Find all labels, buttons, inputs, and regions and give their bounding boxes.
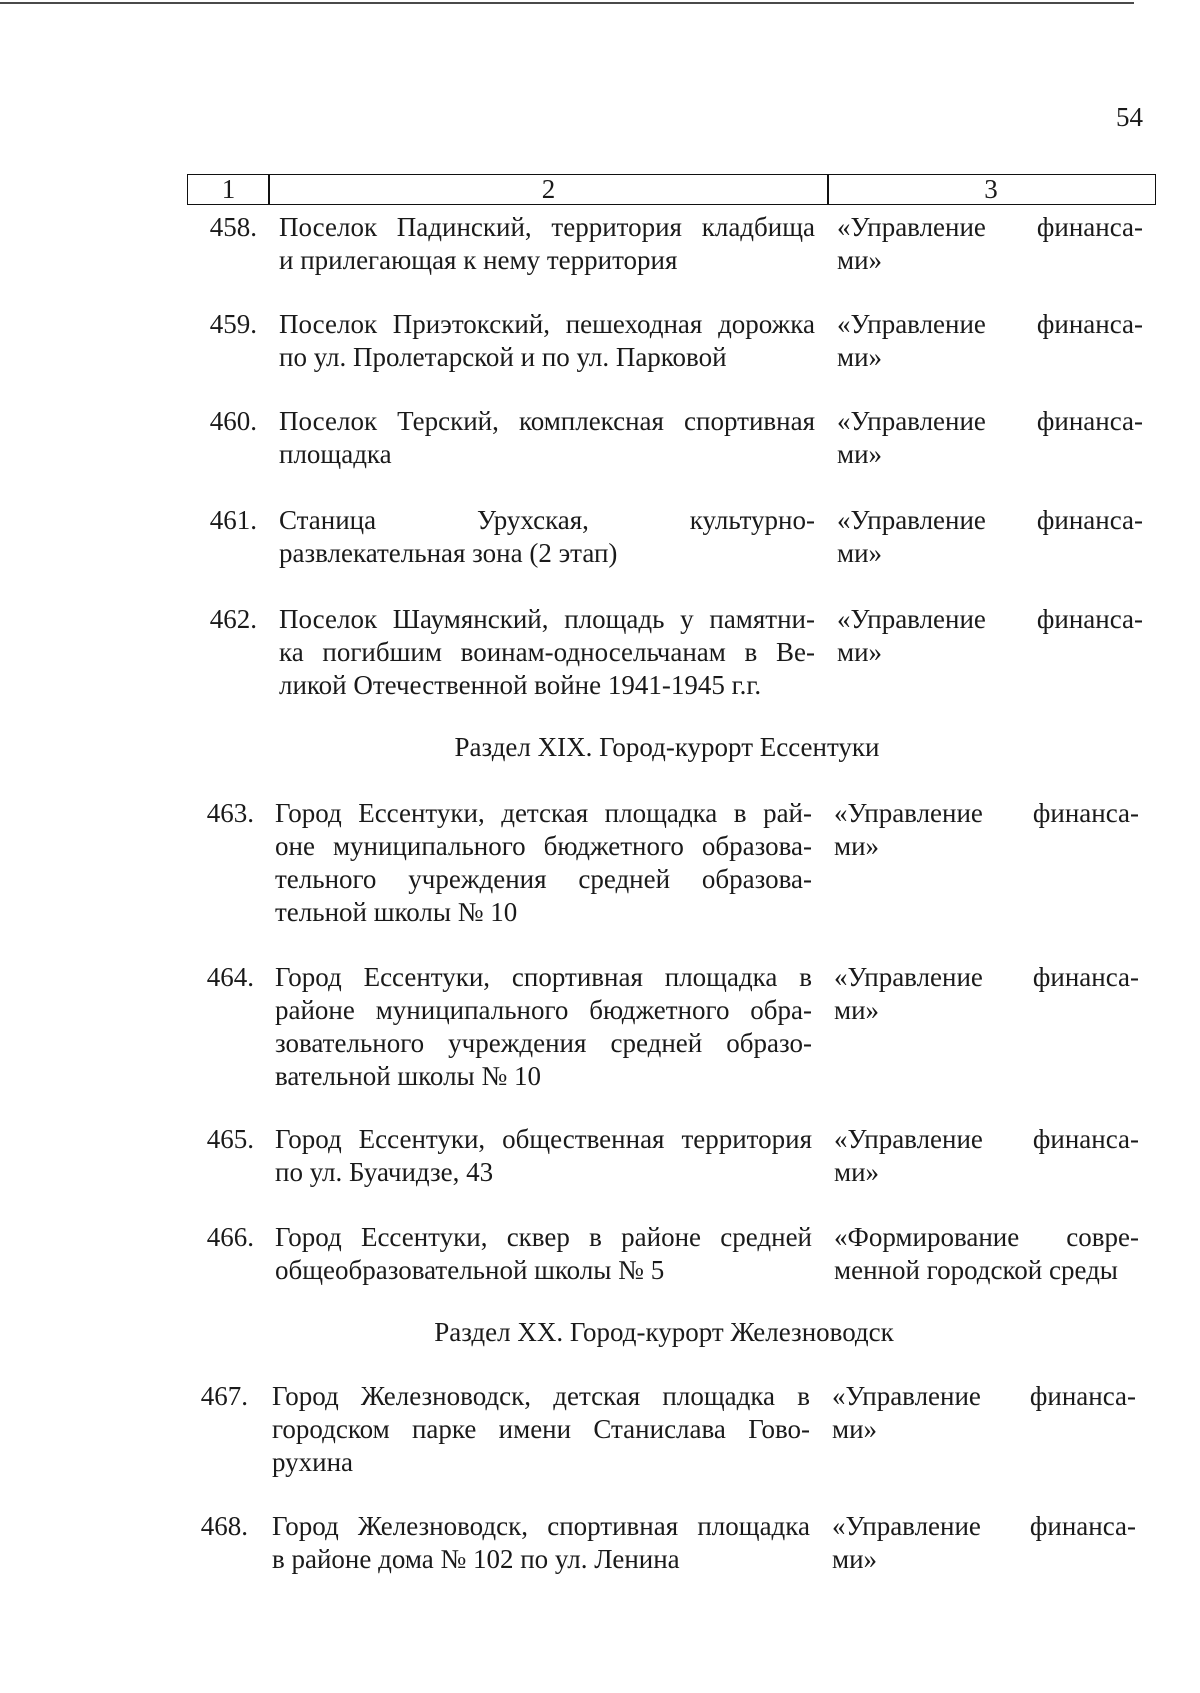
row-description xyxy=(275,1221,812,1287)
row-responsible-line: «Управление финанса- xyxy=(834,798,1139,828)
row-responsible xyxy=(837,308,1143,374)
row-description-line: ликой Отечественной войне 1941-1945 г.г. xyxy=(279,670,762,700)
row-responsible-line: ми» xyxy=(837,439,883,469)
row-description xyxy=(279,211,815,277)
row-number: 464. xyxy=(206,962,254,992)
row-description-line: по ул. Пролетарской и по ул. Парковой xyxy=(279,342,727,372)
row-description-line: Поселок Терский, комплексная спортивная xyxy=(279,406,815,436)
row-description-line: Город Ессентуки, сквер в районе средней xyxy=(275,1222,812,1252)
row-description xyxy=(279,308,815,374)
row-description-line: ка погибшим воинам-односельчанам в Ве- xyxy=(279,637,815,667)
row-responsible xyxy=(834,797,1139,863)
row-description-line: Поселок Шаумянский, площадь у памятни- xyxy=(279,604,815,634)
row-responsible xyxy=(837,504,1143,570)
row-description-line: Город Железноводск, детская площадка в xyxy=(272,1381,810,1411)
row-description-line: Поселок Приэтокский, пешеходная дорожка xyxy=(279,309,815,339)
row-description-line: по ул. Буачидзе, 43 xyxy=(275,1157,494,1187)
row-description-line: площадка xyxy=(279,439,392,469)
row-responsible-line: ми» xyxy=(837,342,883,372)
row-number: 462. xyxy=(209,604,257,634)
row-number: 463. xyxy=(206,798,254,828)
row-responsible-line: ми» xyxy=(832,1414,878,1444)
row-description-line: Станица Урухская, культурно- xyxy=(279,505,815,535)
row-description-line: Город Ессентуки, спортивная площадка в xyxy=(275,962,812,992)
row-description xyxy=(279,405,815,471)
row-description-line: тельного учреждения средней образова- xyxy=(275,864,812,894)
row-responsible-line: «Управление финанса- xyxy=(837,212,1143,242)
row-description-line: Город Ессентуки, детская площадка в рай- xyxy=(275,798,812,828)
section-heading-xx: Раздел XX. Город-курорт Железноводск xyxy=(434,1317,894,1347)
row-description xyxy=(275,961,812,1093)
row-number: 461. xyxy=(209,505,257,535)
row-description-line: тельной школы № 10 xyxy=(275,897,518,927)
row-responsible-line: ми» xyxy=(832,1544,878,1574)
row-responsible-line: «Управление финанса- xyxy=(832,1511,1136,1541)
row-responsible-line: менной городской среды xyxy=(834,1255,1118,1285)
row-responsible-line: «Формирование совре- xyxy=(834,1222,1139,1252)
row-responsible xyxy=(834,1123,1139,1189)
row-responsible-line: ми» xyxy=(837,637,883,667)
row-responsible-line: «Управление финанса- xyxy=(832,1381,1136,1411)
row-description xyxy=(272,1510,810,1576)
row-responsible-line: ми» xyxy=(834,1157,880,1187)
row-description xyxy=(279,603,815,702)
row-number: 459. xyxy=(209,309,257,339)
row-responsible-line: «Управление финанса- xyxy=(837,505,1143,535)
row-description xyxy=(275,797,812,929)
row-responsible xyxy=(834,961,1139,1027)
row-responsible-line: «Управление финанса- xyxy=(837,604,1143,634)
page-number: 54 xyxy=(1116,102,1143,132)
row-description-line: районе муниципального бюджетного обра- xyxy=(275,995,812,1025)
row-responsible xyxy=(834,1221,1139,1287)
row-responsible-line: «Управление финанса- xyxy=(834,1124,1139,1154)
row-responsible xyxy=(837,405,1143,471)
row-description xyxy=(272,1380,810,1479)
row-description-line: рухина xyxy=(272,1447,354,1477)
row-description-line: Город Ессентуки, общественная территория xyxy=(275,1124,812,1154)
row-number: 468. xyxy=(200,1511,248,1541)
row-responsible-line: ми» xyxy=(837,245,883,275)
row-responsible xyxy=(837,603,1143,669)
header-cell-3: 3 xyxy=(984,174,998,204)
row-responsible-line: «Управление финанса- xyxy=(837,406,1143,436)
row-number: 460. xyxy=(209,406,257,436)
row-description-line: в районе дома № 102 по ул. Ленина xyxy=(272,1544,680,1574)
row-description-line: развлекательная зона (2 этап) xyxy=(279,538,618,568)
row-responsible xyxy=(832,1510,1136,1576)
row-number: 467. xyxy=(200,1381,248,1411)
row-description-line: зовательного учреждения средней образо- xyxy=(275,1028,812,1058)
row-responsible xyxy=(832,1380,1136,1446)
row-responsible-line: ми» xyxy=(834,831,880,861)
row-responsible-line: ми» xyxy=(837,538,883,568)
row-description xyxy=(279,504,815,570)
row-description-line: вательной школы № 10 xyxy=(275,1061,541,1091)
section-heading-xix: Раздел XIX. Город-курорт Ессентуки xyxy=(454,732,880,762)
row-description xyxy=(275,1123,812,1189)
row-description-line: Город Железноводск, спортивная площадка xyxy=(272,1511,810,1541)
row-responsible-line: ми» xyxy=(834,995,880,1025)
table-header xyxy=(187,174,1156,205)
row-responsible-line: «Управление финанса- xyxy=(837,309,1143,339)
row-responsible xyxy=(837,211,1143,277)
header-cell-1: 1 xyxy=(221,174,236,204)
row-description-line: общеобразовательной школы № 5 xyxy=(275,1255,665,1285)
row-number: 466. xyxy=(206,1222,254,1252)
row-description-line: и прилегающая к нему территория xyxy=(279,245,678,275)
header-cell-2: 2 xyxy=(541,174,556,204)
row-responsible-line: «Управление финанса- xyxy=(834,962,1139,992)
row-number: 465. xyxy=(206,1124,254,1154)
row-description-line: Поселок Падинский, территория кладбища xyxy=(279,212,815,242)
row-number: 458. xyxy=(209,212,257,242)
row-description-line: оне муниципального бюджетного образова- xyxy=(275,831,812,861)
row-description-line: городском парке имени Станислава Гово- xyxy=(272,1414,810,1444)
scan-edge-rule xyxy=(0,2,1134,4)
